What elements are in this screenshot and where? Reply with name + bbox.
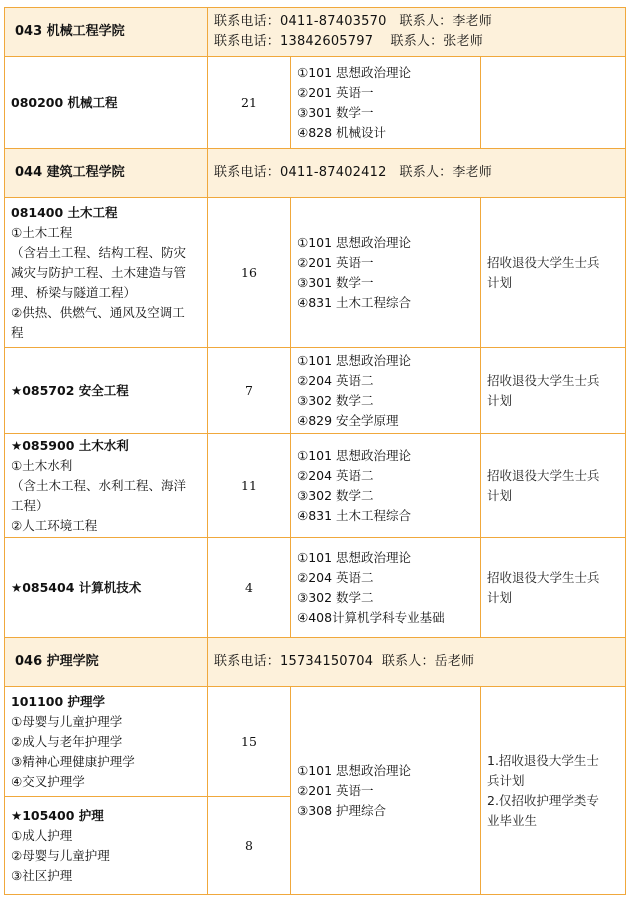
remark: 招收退役大学生士兵 计划	[481, 538, 626, 638]
major-name: ★085900 土木水利 ①土木水利 （含土木工程、水利工程、海洋 工程） ②人工环境工程	[5, 434, 208, 538]
exam-subjects: ①101 思想政治理论 ②204 英语二 ③302 数学二 ④831 土木工程综合	[291, 434, 481, 538]
remark: 招收退役大学生士兵 计划	[481, 348, 626, 434]
major-row	[5, 687, 626, 797]
major-name: ★085702 安全工程	[5, 348, 208, 434]
college-name: 046 护理学院	[5, 638, 208, 687]
major-row	[5, 348, 626, 434]
exam-subjects: ①101 思想政治理论 ②201 英语一 ③301 数学一 ④831 土木工程综合	[291, 198, 481, 348]
enrollment-count: 15	[208, 687, 291, 797]
exam-subjects: ①101 思想政治理论 ②204 英语二 ③302 数学二 ④829 安全学原理	[291, 348, 481, 434]
major-name: 080200 机械工程	[5, 57, 208, 149]
remark: 1.招收退役大学生士 兵计划 2.仅招收护理学类专 业毕业生	[481, 687, 626, 895]
college-contact: 联系电话：0411-87402412 联系人：李老师	[208, 149, 626, 198]
enrollment-count: 16	[208, 198, 291, 348]
major-row	[5, 434, 626, 538]
remark: 招收退役大学生士兵 计划	[481, 434, 626, 538]
enrollment-count: 21	[208, 57, 291, 149]
exam-subjects: ①101 思想政治理论 ②201 英语一 ③301 数学一 ④828 机械设计	[291, 57, 481, 149]
major-name: 081400 土木工程 ①土木工程 （含岩土工程、结构工程、防灾 减灾与防护工程、土木建造与管 理、桥梁与隧道工程） ②供热、供燃气、通风及空调工 程	[5, 198, 208, 348]
enrollment-count: 11	[208, 434, 291, 538]
college-contact: 联系电话：15734150704 联系人：岳老师	[208, 638, 626, 687]
college-header-row	[5, 149, 626, 198]
exam-subjects: ①101 思想政治理论 ②204 英语二 ③302 数学二 ④408计算机学科专业基础	[291, 538, 481, 638]
enrollment-count: 4	[208, 538, 291, 638]
major-name: 101100 护理学 ①母婴与儿童护理学 ②成人与老年护理学 ③精神心理健康护理学 ④交叉护理学	[5, 687, 208, 797]
enrollment-count: 7	[208, 348, 291, 434]
college-contact: 联系电话：0411-87403570 联系人：李老师 联系电话：13842605797 联系人：张老师	[208, 8, 626, 57]
major-name: ★105400 护理 ①成人护理 ②母婴与儿童护理 ③社区护理	[5, 797, 208, 895]
major-row	[5, 57, 626, 149]
major-row	[5, 538, 626, 638]
college-name: 043 机械工程学院	[5, 8, 208, 57]
enrollment-count: 8	[208, 797, 291, 895]
admissions-table	[4, 7, 626, 895]
remark: 招收退役大学生士兵 计划	[481, 198, 626, 348]
remark	[481, 57, 626, 149]
major-name: ★085404 计算机技术	[5, 538, 208, 638]
major-row	[5, 198, 626, 348]
college-name: 044 建筑工程学院	[5, 149, 208, 198]
college-header-row	[5, 8, 626, 57]
college-header-row	[5, 638, 626, 687]
exam-subjects: ①101 思想政治理论 ②201 英语一 ③308 护理综合	[291, 687, 481, 895]
